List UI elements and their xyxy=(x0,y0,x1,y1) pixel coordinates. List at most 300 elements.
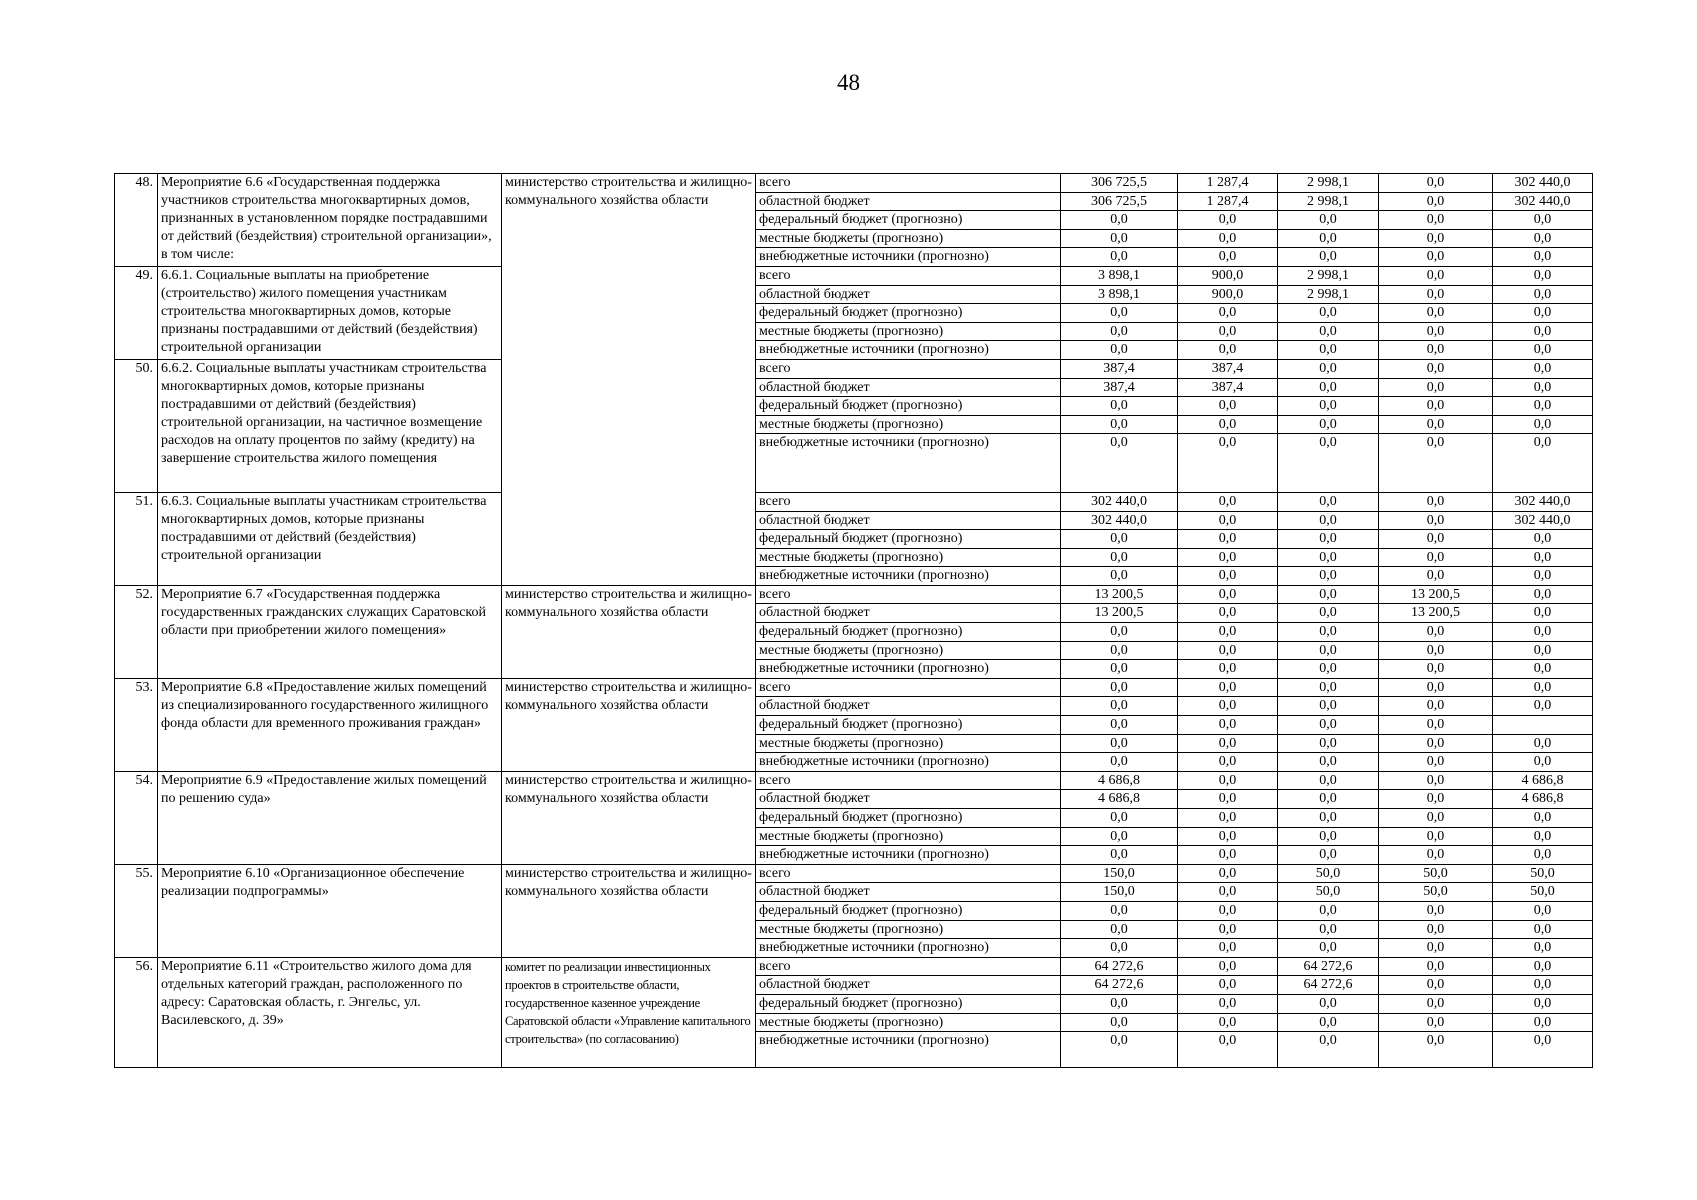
funding-value: 900,0 xyxy=(1178,285,1278,304)
funding-value: 0,0 xyxy=(1061,827,1178,846)
funding-value: 0,0 xyxy=(1178,939,1278,958)
funding-value: 0,0 xyxy=(1278,585,1379,604)
funding-value: 0,0 xyxy=(1493,341,1593,360)
funding-value: 0,0 xyxy=(1379,939,1493,958)
funding-value: 0,0 xyxy=(1379,266,1493,285)
funding-value: 0,0 xyxy=(1178,901,1278,920)
funding-source: местные бюджеты (прогнозно) xyxy=(756,641,1061,660)
funding-value: 0,0 xyxy=(1379,771,1493,790)
funding-source: местные бюджеты (прогнозно) xyxy=(756,920,1061,939)
funding-value: 0,0 xyxy=(1493,585,1593,604)
funding-value: 150,0 xyxy=(1061,883,1178,902)
funding-value: 0,0 xyxy=(1278,994,1379,1013)
funding-value: 64 272,6 xyxy=(1061,957,1178,976)
funding-value: 0,0 xyxy=(1379,174,1493,193)
funding-source: местные бюджеты (прогнозно) xyxy=(756,734,1061,753)
funding-value: 0,0 xyxy=(1178,846,1278,865)
funding-value: 0,0 xyxy=(1379,976,1493,995)
funding-value: 50,0 xyxy=(1493,864,1593,883)
funding-value: 0,0 xyxy=(1061,397,1178,416)
funding-source: областной бюджет xyxy=(756,790,1061,809)
funding-value: 0,0 xyxy=(1493,304,1593,323)
funding-value: 64 272,6 xyxy=(1061,976,1178,995)
funding-source: местные бюджеты (прогнозно) xyxy=(756,322,1061,341)
funding-value: 0,0 xyxy=(1278,359,1379,378)
funding-value: 0,0 xyxy=(1278,211,1379,230)
funding-value: 0,0 xyxy=(1278,846,1379,865)
funding-value: 0,0 xyxy=(1278,827,1379,846)
funding-value: 0,0 xyxy=(1061,697,1178,716)
funding-value: 0,0 xyxy=(1178,397,1278,416)
funding-value: 64 272,6 xyxy=(1278,976,1379,995)
executor-name: министерство строительства и жилищно-коммунального хозяйства области xyxy=(502,771,756,864)
funding-source: внебюджетные источники (прогнозно) xyxy=(756,660,1061,679)
funding-value: 0,0 xyxy=(1493,322,1593,341)
funding-value: 0,0 xyxy=(1493,266,1593,285)
funding-value: 0,0 xyxy=(1061,229,1178,248)
funding-value: 4 686,8 xyxy=(1061,790,1178,809)
funding-value: 0,0 xyxy=(1178,511,1278,530)
funding-value: 0,0 xyxy=(1493,901,1593,920)
executor-name: комитет по реализации инвестиционных проектов в строительстве области, государственное казенное учреждение Саратовской области «Управление капитального строительства» (по согласованию) xyxy=(502,957,756,1067)
table-row xyxy=(115,492,1593,511)
funding-value: 2 998,1 xyxy=(1278,192,1379,211)
funding-value: 0,0 xyxy=(1278,920,1379,939)
funding-value: 0,0 xyxy=(1493,753,1593,772)
funding-value: 0,0 xyxy=(1061,716,1178,735)
funding-value: 0,0 xyxy=(1178,660,1278,679)
funding-value: 302 440,0 xyxy=(1493,192,1593,211)
funding-value: 0,0 xyxy=(1379,304,1493,323)
table-row xyxy=(115,771,1593,790)
funding-value: 0,0 xyxy=(1379,359,1493,378)
funding-value: 0,0 xyxy=(1178,716,1278,735)
funding-source: внебюджетные источники (прогнозно) xyxy=(756,1032,1061,1068)
funding-value: 0,0 xyxy=(1379,641,1493,660)
funding-value: 0,0 xyxy=(1278,753,1379,772)
funding-value: 50,0 xyxy=(1493,883,1593,902)
funding-value: 0,0 xyxy=(1178,920,1278,939)
funding-value: 0,0 xyxy=(1379,341,1493,360)
funding-value: 0,0 xyxy=(1178,790,1278,809)
funding-value: 0,0 xyxy=(1379,846,1493,865)
funding-value: 0,0 xyxy=(1178,864,1278,883)
funding-value: 0,0 xyxy=(1061,415,1178,434)
funding-value: 50,0 xyxy=(1379,883,1493,902)
funding-value: 0,0 xyxy=(1061,641,1178,660)
funding-value: 0,0 xyxy=(1493,415,1593,434)
funding-value: 0,0 xyxy=(1178,957,1278,976)
funding-value: 0,0 xyxy=(1178,434,1278,493)
funding-value: 0,0 xyxy=(1379,716,1493,735)
funding-source: федеральный бюджет (прогнозно) xyxy=(756,809,1061,828)
funding-value: 0,0 xyxy=(1493,734,1593,753)
funding-value: 0,0 xyxy=(1278,771,1379,790)
funding-value: 0,0 xyxy=(1061,678,1178,697)
activity-name: Мероприятие 6.6 «Государственная поддержка участников строительства многоквартирных домов, признанных в установленном порядке пострадавшими от действий (бездействия) строительной организации», в том числе: xyxy=(158,174,502,267)
funding-value: 0,0 xyxy=(1379,734,1493,753)
funding-source: областной бюджет xyxy=(756,285,1061,304)
row-number: 49. xyxy=(115,266,158,359)
funding-value: 0,0 xyxy=(1278,604,1379,623)
funding-value: 0,0 xyxy=(1278,434,1379,493)
executor-name: министерство строительства и жилищно-коммунального хозяйства области xyxy=(502,678,756,771)
funding-value: 0,0 xyxy=(1178,567,1278,586)
funding-value: 0,0 xyxy=(1178,994,1278,1013)
funding-value: 0,0 xyxy=(1379,1013,1493,1032)
funding-value: 0,0 xyxy=(1178,678,1278,697)
funding-value: 0,0 xyxy=(1278,939,1379,958)
funding-value: 0,0 xyxy=(1493,976,1593,995)
funding-value: 0,0 xyxy=(1178,211,1278,230)
funding-value: 0,0 xyxy=(1379,322,1493,341)
table-row xyxy=(115,864,1593,883)
funding-value: 0,0 xyxy=(1061,846,1178,865)
funding-value: 0,0 xyxy=(1178,883,1278,902)
funding-value: 0,0 xyxy=(1178,492,1278,511)
funding-source: всего xyxy=(756,864,1061,883)
funding-source: всего xyxy=(756,585,1061,604)
funding-value: 0,0 xyxy=(1379,827,1493,846)
funding-value: 0,0 xyxy=(1493,359,1593,378)
funding-value: 0,0 xyxy=(1278,322,1379,341)
funding-value: 387,4 xyxy=(1178,359,1278,378)
funding-value: 0,0 xyxy=(1379,901,1493,920)
funding-value: 0,0 xyxy=(1379,211,1493,230)
funding-value: 0,0 xyxy=(1178,530,1278,549)
funding-value: 0,0 xyxy=(1379,434,1493,493)
funding-value: 0,0 xyxy=(1493,660,1593,679)
funding-value: 64 272,6 xyxy=(1278,957,1379,976)
funding-source: федеральный бюджет (прогнозно) xyxy=(756,623,1061,642)
funding-value: 0,0 xyxy=(1278,530,1379,549)
funding-value: 0,0 xyxy=(1493,846,1593,865)
funding-source: всего xyxy=(756,771,1061,790)
funding-value: 0,0 xyxy=(1379,790,1493,809)
funding-value: 0,0 xyxy=(1493,548,1593,567)
funding-value: 0,0 xyxy=(1061,994,1178,1013)
funding-source: местные бюджеты (прогнозно) xyxy=(756,415,1061,434)
funding-value: 0,0 xyxy=(1379,192,1493,211)
funding-value: 0,0 xyxy=(1379,994,1493,1013)
funding-value: 2 998,1 xyxy=(1278,174,1379,193)
funding-value: 0,0 xyxy=(1061,567,1178,586)
funding-value: 0,0 xyxy=(1061,623,1178,642)
funding-value: 0,0 xyxy=(1061,434,1178,493)
funding-value: 0,0 xyxy=(1178,341,1278,360)
funding-value: 0,0 xyxy=(1178,641,1278,660)
activity-name: 6.6.3. Социальные выплаты участникам строительства многоквартирных домов, которые признаны пострадавшими от действий (бездействия) строительной организации xyxy=(158,492,502,585)
funding-source: всего xyxy=(756,957,1061,976)
funding-source: областной бюджет xyxy=(756,378,1061,397)
funding-value: 0,0 xyxy=(1379,697,1493,716)
funding-source: федеральный бюджет (прогнозно) xyxy=(756,716,1061,735)
funding-value: 13 200,5 xyxy=(1379,585,1493,604)
funding-value: 0,0 xyxy=(1493,678,1593,697)
funding-value: 0,0 xyxy=(1493,530,1593,549)
funding-source: федеральный бюджет (прогнозно) xyxy=(756,901,1061,920)
funding-value: 0,0 xyxy=(1178,248,1278,267)
funding-value: 150,0 xyxy=(1061,864,1178,883)
funding-value: 306 725,5 xyxy=(1061,174,1178,193)
funding-source: внебюджетные источники (прогнозно) xyxy=(756,434,1061,493)
funding-value: 0,0 xyxy=(1061,660,1178,679)
funding-value: 0,0 xyxy=(1178,585,1278,604)
executor-name: министерство строительства и жилищно-коммунального хозяйства области xyxy=(502,864,756,957)
funding-value: 0,0 xyxy=(1061,304,1178,323)
funding-value: 4 686,8 xyxy=(1493,771,1593,790)
funding-source: областной бюджет xyxy=(756,192,1061,211)
funding-value: 0,0 xyxy=(1178,809,1278,828)
funding-value: 0,0 xyxy=(1278,492,1379,511)
funding-value: 0,0 xyxy=(1493,697,1593,716)
funding-value: 0,0 xyxy=(1278,901,1379,920)
funding-value: 0,0 xyxy=(1278,660,1379,679)
funding-value: 0,0 xyxy=(1178,753,1278,772)
table-row xyxy=(115,957,1593,976)
funding-value: 0,0 xyxy=(1278,229,1379,248)
activity-name: Мероприятие 6.7 «Государственная поддержка государственных гражданских служащих Саратовской области при приобретении жилого помещения» xyxy=(158,585,502,678)
funding-value: 0,0 xyxy=(1493,211,1593,230)
funding-value: 0,0 xyxy=(1379,920,1493,939)
funding-value: 0,0 xyxy=(1379,753,1493,772)
funding-value: 2 998,1 xyxy=(1278,285,1379,304)
funding-value: 0,0 xyxy=(1379,511,1493,530)
funding-source: всего xyxy=(756,174,1061,193)
funding-value: 0,0 xyxy=(1379,415,1493,434)
funding-value: 302 440,0 xyxy=(1061,511,1178,530)
funding-value: 302 440,0 xyxy=(1061,492,1178,511)
funding-value: 0,0 xyxy=(1178,304,1278,323)
funding-value: 0,0 xyxy=(1278,623,1379,642)
funding-source: местные бюджеты (прогнозно) xyxy=(756,1013,1061,1032)
funding-value: 0,0 xyxy=(1178,976,1278,995)
page-number: 48 xyxy=(837,70,860,95)
funding-value: 0,0 xyxy=(1379,229,1493,248)
funding-value: 0,0 xyxy=(1061,939,1178,958)
funding-value: 3 898,1 xyxy=(1061,266,1178,285)
funding-source: областной бюджет xyxy=(756,604,1061,623)
table-row xyxy=(115,585,1593,604)
funding-value: 0,0 xyxy=(1493,378,1593,397)
funding-value: 0,0 xyxy=(1379,285,1493,304)
funding-value: 0,0 xyxy=(1278,511,1379,530)
funding-value: 0,0 xyxy=(1493,641,1593,660)
row-number: 52. xyxy=(115,585,158,678)
funding-value: 0,0 xyxy=(1278,716,1379,735)
table-row xyxy=(115,359,1593,378)
funding-value xyxy=(1493,716,1593,735)
funding-source: федеральный бюджет (прогнозно) xyxy=(756,994,1061,1013)
funding-source: федеральный бюджет (прогнозно) xyxy=(756,397,1061,416)
funding-value: 50,0 xyxy=(1278,864,1379,883)
funding-value: 0,0 xyxy=(1178,604,1278,623)
funding-value: 0,0 xyxy=(1379,567,1493,586)
funding-source: внебюджетные источники (прогнозно) xyxy=(756,753,1061,772)
funding-value: 0,0 xyxy=(1379,397,1493,416)
funding-value: 0,0 xyxy=(1493,939,1593,958)
funding-value: 0,0 xyxy=(1379,660,1493,679)
activity-name: Мероприятие 6.9 «Предоставление жилых помещений по решению суда» xyxy=(158,771,502,864)
funding-value: 0,0 xyxy=(1278,415,1379,434)
funding-value: 0,0 xyxy=(1178,623,1278,642)
funding-value: 0,0 xyxy=(1178,229,1278,248)
funding-value: 0,0 xyxy=(1278,790,1379,809)
funding-source: федеральный бюджет (прогнозно) xyxy=(756,211,1061,230)
funding-value: 0,0 xyxy=(1061,920,1178,939)
funding-value: 0,0 xyxy=(1379,809,1493,828)
funding-value: 0,0 xyxy=(1061,1013,1178,1032)
row-number: 53. xyxy=(115,678,158,771)
funding-value: 0,0 xyxy=(1061,734,1178,753)
funding-value: 0,0 xyxy=(1493,567,1593,586)
funding-value: 13 200,5 xyxy=(1061,604,1178,623)
row-number: 51. xyxy=(115,492,158,585)
funding-value: 2 998,1 xyxy=(1278,266,1379,285)
funding-value: 0,0 xyxy=(1493,827,1593,846)
funding-value: 0,0 xyxy=(1061,901,1178,920)
funding-value: 0,0 xyxy=(1379,1032,1493,1068)
funding-value: 0,0 xyxy=(1278,341,1379,360)
funding-value: 1 287,4 xyxy=(1178,174,1278,193)
funding-value: 0,0 xyxy=(1061,548,1178,567)
funding-value: 0,0 xyxy=(1178,827,1278,846)
row-number: 54. xyxy=(115,771,158,864)
funding-source: внебюджетные источники (прогнозно) xyxy=(756,567,1061,586)
funding-value: 0,0 xyxy=(1278,378,1379,397)
table-row xyxy=(115,266,1593,285)
funding-source: внебюджетные источники (прогнозно) xyxy=(756,341,1061,360)
funding-value: 0,0 xyxy=(1493,920,1593,939)
funding-value: 0,0 xyxy=(1379,378,1493,397)
funding-value: 4 686,8 xyxy=(1493,790,1593,809)
funding-value: 0,0 xyxy=(1061,530,1178,549)
funding-value: 0,0 xyxy=(1493,809,1593,828)
funding-value: 387,4 xyxy=(1061,378,1178,397)
funding-source: всего xyxy=(756,359,1061,378)
funding-source: местные бюджеты (прогнозно) xyxy=(756,827,1061,846)
funding-source: областной бюджет xyxy=(756,697,1061,716)
funding-source: всего xyxy=(756,266,1061,285)
funding-value: 0,0 xyxy=(1493,994,1593,1013)
row-number: 48. xyxy=(115,174,158,267)
funding-value: 0,0 xyxy=(1379,248,1493,267)
funding-value: 3 898,1 xyxy=(1061,285,1178,304)
funding-value: 0,0 xyxy=(1278,567,1379,586)
funding-source: внебюджетные источники (прогнозно) xyxy=(756,846,1061,865)
funding-source: всего xyxy=(756,678,1061,697)
funding-value: 4 686,8 xyxy=(1061,771,1178,790)
funding-source: внебюджетные источники (прогнозно) xyxy=(756,248,1061,267)
funding-value: 0,0 xyxy=(1379,957,1493,976)
funding-value: 0,0 xyxy=(1278,397,1379,416)
funding-value: 0,0 xyxy=(1493,397,1593,416)
funding-value: 0,0 xyxy=(1178,548,1278,567)
funding-value: 0,0 xyxy=(1278,1013,1379,1032)
row-number: 50. xyxy=(115,359,158,492)
table-row xyxy=(115,678,1593,697)
funding-value: 0,0 xyxy=(1493,1032,1593,1068)
funding-value: 387,4 xyxy=(1178,378,1278,397)
funding-value: 0,0 xyxy=(1061,753,1178,772)
funding-value: 13 200,5 xyxy=(1379,604,1493,623)
funding-value: 0,0 xyxy=(1178,415,1278,434)
funding-value: 0,0 xyxy=(1493,623,1593,642)
funding-source: федеральный бюджет (прогнозно) xyxy=(756,530,1061,549)
activity-name: Мероприятие 6.11 «Строительство жилого дома для отдельных категорий граждан, расположенного по адресу: Саратовская область, г. Энгельс, ул. Василевского, д. 39» xyxy=(158,957,502,1067)
funding-source: местные бюджеты (прогнозно) xyxy=(756,229,1061,248)
activity-name: 6.6.2. Социальные выплаты участникам строительства многоквартирных домов, которые признаны пострадавшими от действий (бездействия) строительной организации, на частичное возмещение расходов на оплату процентов по займу (кредиту) на завершение строительства жилого помещения xyxy=(158,359,502,492)
funding-source: федеральный бюджет (прогнозно) xyxy=(756,304,1061,323)
funding-value: 0,0 xyxy=(1061,809,1178,828)
funding-value: 0,0 xyxy=(1278,248,1379,267)
funding-source: внебюджетные источники (прогнозно) xyxy=(756,939,1061,958)
executor-name: министерство строительства и жилищно-коммунального хозяйства области xyxy=(502,174,756,586)
table-row xyxy=(115,174,1593,193)
funding-value: 0,0 xyxy=(1061,248,1178,267)
funding-value: 0,0 xyxy=(1278,1032,1379,1068)
budget-table xyxy=(114,173,1593,1068)
funding-value: 302 440,0 xyxy=(1493,174,1593,193)
funding-value: 0,0 xyxy=(1278,641,1379,660)
funding-value: 0,0 xyxy=(1278,548,1379,567)
funding-value: 0,0 xyxy=(1278,678,1379,697)
activity-name: Мероприятие 6.8 «Предоставление жилых помещений из специализированного государственного жилищного фонда области для временного проживания граждан» xyxy=(158,678,502,771)
funding-value: 0,0 xyxy=(1379,678,1493,697)
funding-value: 50,0 xyxy=(1278,883,1379,902)
funding-value: 302 440,0 xyxy=(1493,511,1593,530)
funding-value: 0,0 xyxy=(1493,285,1593,304)
funding-value: 0,0 xyxy=(1493,434,1593,493)
funding-value: 0,0 xyxy=(1178,322,1278,341)
funding-value: 302 440,0 xyxy=(1493,492,1593,511)
funding-value: 1 287,4 xyxy=(1178,192,1278,211)
executor-name: министерство строительства и жилищно-коммунального хозяйства области xyxy=(502,585,756,678)
funding-value: 0,0 xyxy=(1379,548,1493,567)
funding-value: 0,0 xyxy=(1493,957,1593,976)
funding-value: 0,0 xyxy=(1178,1013,1278,1032)
funding-value: 0,0 xyxy=(1493,248,1593,267)
funding-value: 0,0 xyxy=(1061,322,1178,341)
funding-value: 0,0 xyxy=(1178,1032,1278,1068)
funding-value: 0,0 xyxy=(1493,604,1593,623)
funding-value: 0,0 xyxy=(1061,341,1178,360)
funding-value: 0,0 xyxy=(1379,623,1493,642)
activity-name: Мероприятие 6.10 «Организационное обеспечение реализации подпрограммы» xyxy=(158,864,502,957)
funding-source: всего xyxy=(756,492,1061,511)
funding-value: 0,0 xyxy=(1278,734,1379,753)
funding-value: 0,0 xyxy=(1493,229,1593,248)
funding-value: 0,0 xyxy=(1178,771,1278,790)
funding-source: областной бюджет xyxy=(756,976,1061,995)
row-number: 55. xyxy=(115,864,158,957)
funding-source: областной бюджет xyxy=(756,883,1061,902)
funding-value: 0,0 xyxy=(1061,1032,1178,1068)
funding-value: 0,0 xyxy=(1278,304,1379,323)
funding-value: 0,0 xyxy=(1379,492,1493,511)
funding-value: 13 200,5 xyxy=(1061,585,1178,604)
funding-value: 0,0 xyxy=(1178,734,1278,753)
funding-value: 0,0 xyxy=(1061,211,1178,230)
funding-value: 0,0 xyxy=(1379,530,1493,549)
funding-source: областной бюджет xyxy=(756,511,1061,530)
funding-value: 387,4 xyxy=(1061,359,1178,378)
funding-source: местные бюджеты (прогнозно) xyxy=(756,548,1061,567)
funding-value: 0,0 xyxy=(1178,697,1278,716)
funding-value: 0,0 xyxy=(1278,697,1379,716)
funding-value: 306 725,5 xyxy=(1061,192,1178,211)
funding-value: 0,0 xyxy=(1278,809,1379,828)
